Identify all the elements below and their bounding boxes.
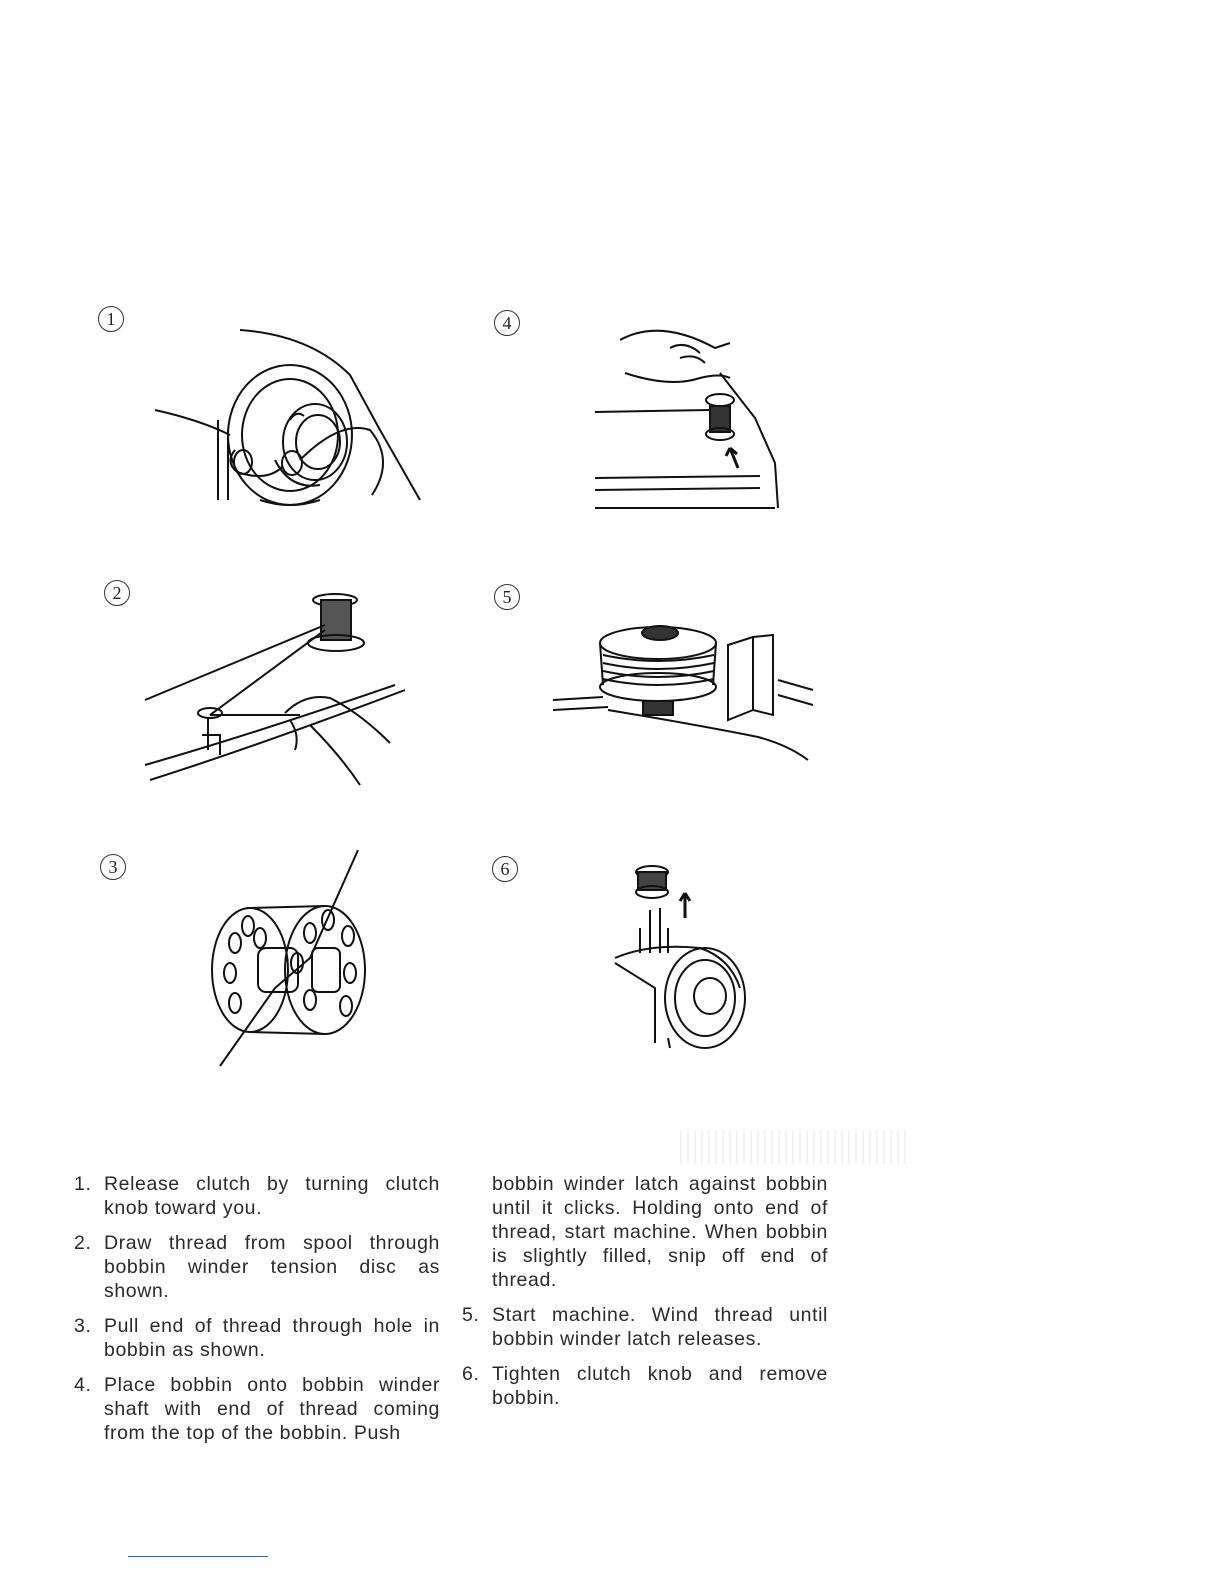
clutch-knob-hand-icon: [140, 320, 440, 510]
footer-rule: [128, 1556, 268, 1557]
step-text: Draw thread from spool through bobbin winder tension disc as shown.: [104, 1232, 440, 1302]
figure-2-marker: 2: [104, 580, 130, 606]
instructions-right-column: [462, 1172, 828, 1421]
figure-4-marker: 4: [494, 310, 520, 336]
step-text: Tighten clutch knob and remove bobbin.: [492, 1363, 828, 1409]
step-number: 6.: [462, 1363, 480, 1385]
instructions-left-column: [74, 1172, 440, 1456]
step-1: [74, 1172, 440, 1220]
step-number: 2.: [74, 1232, 92, 1254]
step-3: [74, 1314, 440, 1362]
step-number: 1.: [74, 1173, 92, 1195]
bobbin-on-shaft-icon: [590, 318, 790, 518]
step-4: [74, 1373, 440, 1445]
figure-5-marker: 5: [494, 584, 520, 610]
step-text: Release clutch by turning clutch knob toward you.: [104, 1173, 440, 1219]
remove-bobbin-icon: [610, 858, 760, 1058]
bobbin-winding-icon: [548, 615, 818, 765]
step-text: Place bobbin onto bobbin winder shaft with end of thread coming from the top of the bobbin. Push: [104, 1374, 440, 1444]
bobbin-thread-icon: [200, 848, 380, 1070]
step-4-continued: bobbin winder latch against bobbin until it clicks. Holding onto end of thread, start machine. When bobbin is slightly filled, snip off end of thread.: [492, 1173, 828, 1291]
step-6: [462, 1362, 828, 1410]
scan-speckle: [680, 1130, 910, 1164]
figure-1-marker: 1: [98, 306, 124, 332]
step-number: 5.: [462, 1304, 480, 1326]
spool-thread-tension-icon: [140, 585, 420, 795]
step-2: [74, 1231, 440, 1303]
figure-6-marker: 6: [492, 856, 518, 882]
step-text: Pull end of thread through hole in bobbin as shown.: [104, 1315, 440, 1361]
step-text: Start machine. Wind thread until bobbin winder latch releases.: [492, 1304, 828, 1350]
figure-3-marker: 3: [100, 854, 126, 880]
step-number: 4.: [74, 1374, 92, 1396]
step-number: 3.: [74, 1315, 92, 1337]
step-5: [462, 1303, 828, 1351]
